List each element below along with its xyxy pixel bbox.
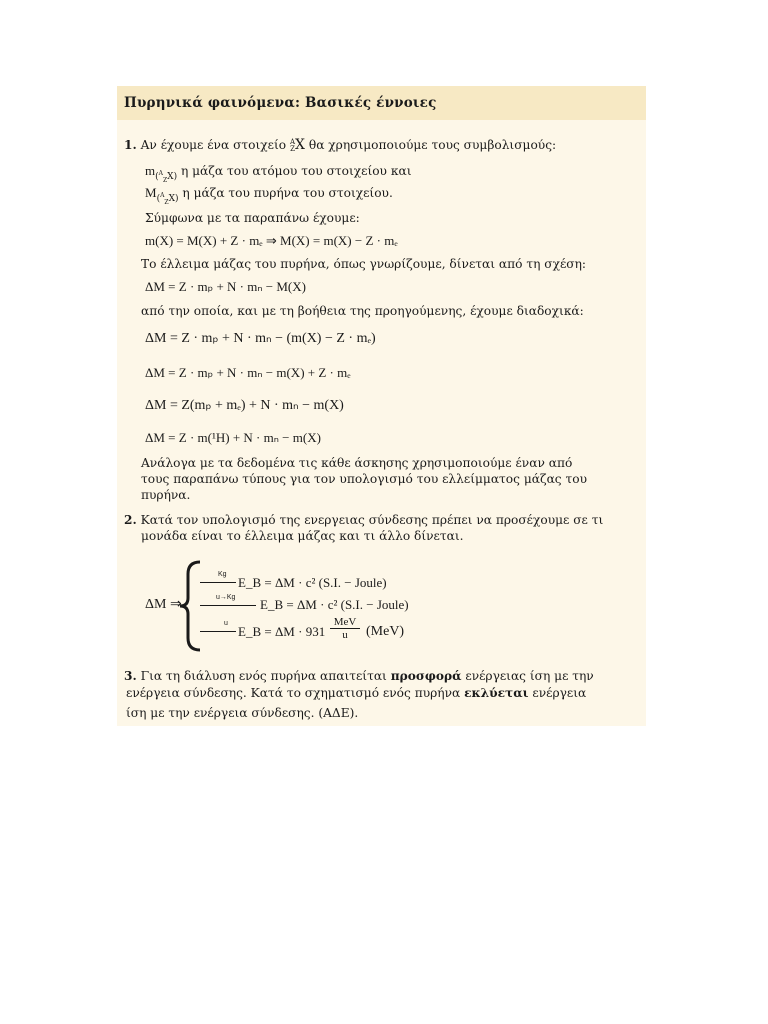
mass-number: A — [289, 137, 296, 146]
atom-mass-definition: $m_{(^A_ZX)}$ η μάζα του ατόμου του στοιχείου και — [145, 163, 412, 184]
intro-text-b: θα χρησιμοποιούμε τους συμβολισμούς: — [308, 138, 557, 152]
deficit-text: Το έλλειμα μάζας του πυρήνα, όπως γνωρίζουμε, δίνεται από τη σχέση: — [141, 257, 587, 271]
intro-text-a: Αν έχουμε ένα στοιχείο — [140, 138, 287, 152]
section-2-number: 2. — [124, 513, 137, 527]
branch-1-arrow — [200, 582, 236, 583]
equation-mass-relation: m(X) = M(X) + Z · mₑ ⇒ M(X) = m(X) − Z · mₑ — [145, 233, 398, 248]
equation-mass-deficit: ΔM = Z · mₚ + N · mₙ − M(X) — [145, 279, 306, 294]
fraction-denominator: u — [342, 629, 348, 641]
fraction-numerator: MeV — [330, 616, 360, 629]
closing-line-3: πυρήνα. — [141, 488, 191, 502]
equation-step-4: ΔM = Z · m(¹H) + N · mₙ − m(X) — [145, 430, 321, 445]
section-3-line-1 — [124, 670, 594, 682]
branch-1-label: Kg — [218, 571, 227, 578]
equation-step-2: ΔM = Z · mₚ + N · mₙ − m(X) + Z · mₑ — [145, 365, 351, 380]
equation-step-1: ΔM = Z · mₚ + N · mₙ − (m(X) − Z · mₑ) — [145, 331, 376, 346]
atom-mass-symbol: m — [145, 163, 156, 178]
equation-step-3: ΔM = Z(mₚ + mₑ) + N · mₙ − m(X) — [145, 398, 344, 413]
accordingly-text: Σύμφωνα με τα παραπάνω έχουμε: — [145, 211, 360, 225]
section-2-line-1 — [124, 514, 603, 526]
branch-brace — [178, 560, 208, 652]
section-1-number: 1. — [124, 138, 137, 152]
isotope-symbol: X — [295, 137, 305, 153]
branch-2-label: u→Kg — [216, 594, 236, 601]
branch-3-label: u — [224, 620, 228, 627]
section-3-text-1a: Για τη διάλυση ενός πυρήνα απαιτείται — [140, 669, 387, 683]
branch-2-formula: E_B = ΔM · c² (S.I. − Joule) — [260, 597, 409, 612]
section-3-bold-2: εκλύεται — [464, 686, 529, 700]
atomic-number: Z — [290, 144, 296, 153]
from-which-text: από την οποία, και με τη βοήθεια της προηγούμενης, έχουμε διαδοχικά: — [141, 304, 584, 318]
section-1-intro — [124, 138, 556, 153]
branch-2-arrow — [200, 605, 256, 606]
page-title: Πυρηνικά φαινόμενα: Βασικές έννοιες — [124, 95, 437, 111]
branch-1-formula: E_B = ΔM · c² (S.I. − Joule) — [238, 575, 387, 590]
section-3-text-2a: ενέργεια σύνδεσης. Κατά το σχηματισμό ενός πυρήνα — [126, 686, 461, 700]
atom-mass-text: η μάζα του ατόμου του στοιχείου και — [180, 164, 412, 178]
branch-3-formula-b: (MeV) — [366, 624, 405, 639]
delta-m-implies: ΔM ⇒ — [145, 597, 182, 612]
branch-3-arrow — [200, 631, 236, 632]
section-3-number: 3. — [124, 669, 137, 683]
closing-line-1: Ανάλογα με τα δεδομένα τις κάθε άσκησης χρησιμοποιούμε έναν από — [141, 456, 573, 470]
nucleus-mass-text: η μάζα του πυρήνα του στοιχείου. — [182, 186, 393, 200]
section-3-bold-1: προσφορά — [390, 669, 462, 683]
branch-3-fraction — [330, 616, 360, 641]
closing-line-2: τους παραπάνω τύπους για τον υπολογισμό του ελλείμματος μάζας του — [141, 472, 587, 486]
section-3-text-2b: ενέργεια — [532, 686, 587, 700]
section-3-line-3: ίση με την ενέργεια σύνδεσης. (ΑΔΕ). — [126, 706, 359, 720]
branch-3-formula-a: E_B = ΔM · 931 — [238, 624, 326, 639]
section-3-text-1b: ενέργειας ίση με την — [465, 669, 594, 683]
section-3-line-2 — [126, 687, 586, 699]
section-2-line-2: μονάδα είναι το έλλειμα μάζας και τι άλλο δίνεται. — [141, 529, 464, 543]
section-2-text-1: Κατά τον υπολογισμό της ενεργειας σύνδεσης πρέπει να προσέχουμε σε τι — [140, 513, 604, 527]
nucleus-mass-symbol: M — [145, 185, 157, 200]
nucleus-mass-definition: $M_{(^A_ZX)}$ η μάζα του πυρήνα του στοιχείου. — [145, 185, 393, 206]
